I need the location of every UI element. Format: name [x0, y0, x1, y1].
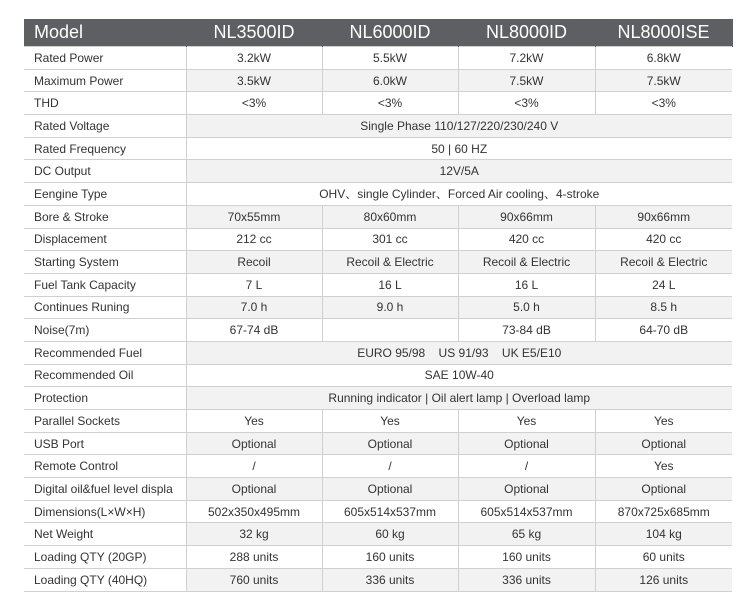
- table-row: [24, 319, 732, 342]
- table-cell: <3%: [458, 92, 595, 115]
- table-row: [24, 205, 732, 228]
- table-cell: 6.0kW: [322, 69, 458, 92]
- table-cell: <3%: [595, 92, 732, 115]
- table-cell: 3.5kW: [186, 69, 322, 92]
- table-row: [24, 160, 732, 183]
- table-cell: 5.0 h: [458, 296, 595, 319]
- row-label: Fuel Tank Capacity: [24, 273, 186, 296]
- table-cell: Optional: [595, 478, 732, 501]
- table-cell: 502x350x495mm: [186, 500, 322, 523]
- model-header-nl8000id: NL8000ID: [458, 19, 595, 47]
- table-cell: 90x66mm: [595, 205, 732, 228]
- table-cell: Yes: [595, 455, 732, 478]
- spec-table-header: [24, 19, 732, 47]
- table-cell: 3.2kW: [186, 47, 322, 70]
- spec-table-body: [24, 47, 732, 592]
- row-label: Protection: [24, 387, 186, 410]
- table-row: [24, 228, 732, 251]
- table-cell: 8.5 h: [595, 296, 732, 319]
- row-label: USB Port: [24, 432, 186, 455]
- spec-table: [24, 19, 733, 592]
- table-row: [24, 251, 732, 274]
- row-label: Maximum Power: [24, 69, 186, 92]
- table-cell: Optional: [186, 478, 322, 501]
- table-cell: Yes: [322, 410, 458, 433]
- table-cell: Yes: [595, 410, 732, 433]
- table-row: [24, 341, 732, 364]
- table-cell: Yes: [186, 410, 322, 433]
- table-cell: 64-70 dB: [595, 319, 732, 342]
- header-row: [24, 19, 732, 47]
- table-cell: Recoil & Electric: [595, 251, 732, 274]
- row-label: DC Output: [24, 160, 186, 183]
- table-row: [24, 364, 732, 387]
- row-label: Parallel Sockets: [24, 410, 186, 433]
- table-cell: 7.5kW: [595, 69, 732, 92]
- table-cell: 65 kg: [458, 523, 595, 546]
- row-label: Remote Control: [24, 455, 186, 478]
- merged-cell: SAE 10W-40: [186, 364, 732, 387]
- table-cell: 212 cc: [186, 228, 322, 251]
- table-cell: 32 kg: [186, 523, 322, 546]
- model-header-nl6000id: NL6000ID: [322, 19, 458, 47]
- row-label: Loading QTY (20GP): [24, 546, 186, 569]
- table-cell: Optional: [595, 432, 732, 455]
- table-cell: /: [322, 455, 458, 478]
- table-cell: 288 units: [186, 546, 322, 569]
- table-cell: Recoil: [186, 251, 322, 274]
- merged-cell: EURO 95/98 US 91/93 UK E5/E10: [186, 341, 732, 364]
- table-row: [24, 69, 732, 92]
- row-label: Net Weight: [24, 523, 186, 546]
- merged-cell: 50 | 60 HZ: [186, 137, 732, 160]
- table-cell: Optional: [186, 432, 322, 455]
- row-label: Displacement: [24, 228, 186, 251]
- table-cell: 60 units: [595, 546, 732, 569]
- merged-cell: 12V/5A: [186, 160, 732, 183]
- table-cell: 160 units: [322, 546, 458, 569]
- table-cell: Optional: [322, 432, 458, 455]
- table-cell: 870x725x685mm: [595, 500, 732, 523]
- row-label: Recommended Oil: [24, 364, 186, 387]
- table-cell: 301 cc: [322, 228, 458, 251]
- table-row: [24, 92, 732, 115]
- table-row: [24, 523, 732, 546]
- table-cell: /: [186, 455, 322, 478]
- table-cell: 80x60mm: [322, 205, 458, 228]
- model-header-nl8000ise: NL8000ISE: [595, 19, 732, 47]
- merged-cell: OHV、single Cylinder、Forced Air cooling、4-stroke: [186, 183, 732, 206]
- table-cell: 420 cc: [458, 228, 595, 251]
- table-cell: [322, 319, 458, 342]
- table-cell: 60 kg: [322, 523, 458, 546]
- table-row: [24, 47, 732, 70]
- table-cell: 336 units: [458, 568, 595, 591]
- row-label: Rated Power: [24, 47, 186, 70]
- table-cell: 760 units: [186, 568, 322, 591]
- row-label: Rated Voltage: [24, 115, 186, 138]
- table-row: [24, 183, 732, 206]
- table-row: [24, 478, 732, 501]
- table-row: [24, 432, 732, 455]
- table-cell: 104 kg: [595, 523, 732, 546]
- table-cell: 5.5kW: [322, 47, 458, 70]
- table-cell: 6.8kW: [595, 47, 732, 70]
- row-label: Noise(7m): [24, 319, 186, 342]
- row-label: Eengine Type: [24, 183, 186, 206]
- table-row: [24, 273, 732, 296]
- table-row: [24, 115, 732, 138]
- row-label: Continues Runing: [24, 296, 186, 319]
- table-cell: 9.0 h: [322, 296, 458, 319]
- row-label: Digital oil&fuel level displa: [24, 478, 186, 501]
- table-cell: 16 L: [458, 273, 595, 296]
- table-cell: <3%: [186, 92, 322, 115]
- table-row: [24, 568, 732, 591]
- row-label: Bore & Stroke: [24, 205, 186, 228]
- spec-table-container: [24, 19, 732, 594]
- table-cell: 420 cc: [595, 228, 732, 251]
- table-cell: Yes: [458, 410, 595, 433]
- table-cell: 160 units: [458, 546, 595, 569]
- table-row: [24, 410, 732, 433]
- table-row: [24, 137, 732, 160]
- row-label: Starting System: [24, 251, 186, 274]
- table-cell: 24 L: [595, 273, 732, 296]
- table-cell: 16 L: [322, 273, 458, 296]
- table-cell: Recoil & Electric: [458, 251, 595, 274]
- table-cell: 70x55mm: [186, 205, 322, 228]
- row-label: Dimensions(L×W×H): [24, 500, 186, 523]
- table-cell: Recoil & Electric: [322, 251, 458, 274]
- table-cell: 7.0 h: [186, 296, 322, 319]
- table-cell: 605x514x537mm: [322, 500, 458, 523]
- merged-cell: Single Phase 110/127/220/230/240 V: [186, 115, 732, 138]
- table-cell: 67-74 dB: [186, 319, 322, 342]
- row-label: Loading QTY (40HQ): [24, 568, 186, 591]
- table-cell: 73-84 dB: [458, 319, 595, 342]
- row-label: THD: [24, 92, 186, 115]
- table-cell: 126 units: [595, 568, 732, 591]
- table-cell: Optional: [458, 478, 595, 501]
- table-row: [24, 500, 732, 523]
- model-header-nl3500id: NL3500ID: [186, 19, 322, 47]
- model-header-label: Model: [24, 19, 186, 47]
- table-cell: Optional: [458, 432, 595, 455]
- table-cell: 336 units: [322, 568, 458, 591]
- table-cell: 7.2kW: [458, 47, 595, 70]
- row-label: Rated Frequency: [24, 137, 186, 160]
- table-row: [24, 296, 732, 319]
- table-row: [24, 546, 732, 569]
- table-row: [24, 387, 732, 410]
- table-row: [24, 455, 732, 478]
- table-cell: 7.5kW: [458, 69, 595, 92]
- table-cell: <3%: [322, 92, 458, 115]
- merged-cell: Running indicator | Oil alert lamp | Overload lamp: [186, 387, 732, 410]
- table-cell: 90x66mm: [458, 205, 595, 228]
- table-cell: 605x514x537mm: [458, 500, 595, 523]
- table-cell: Optional: [322, 478, 458, 501]
- row-label: Recommended Fuel: [24, 341, 186, 364]
- table-cell: /: [458, 455, 595, 478]
- table-cell: 7 L: [186, 273, 322, 296]
